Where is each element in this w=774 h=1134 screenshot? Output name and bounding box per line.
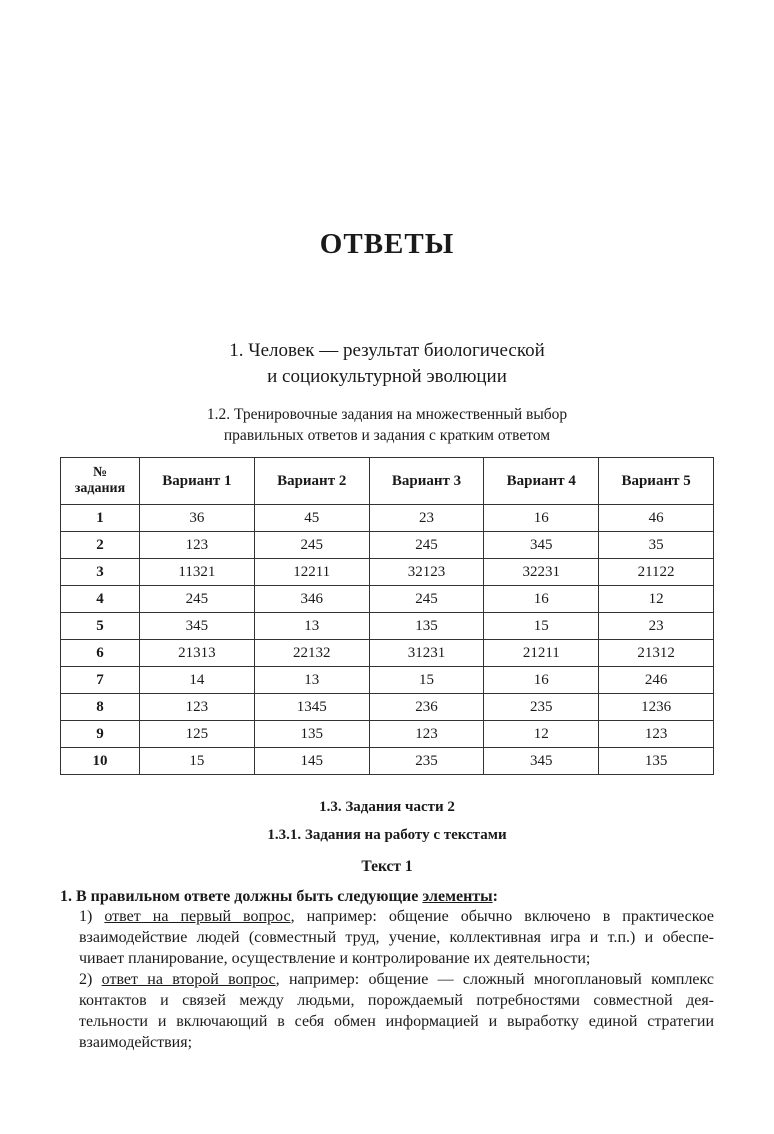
item1-line1-text: , например: общение обычно включено в практическое xyxy=(290,908,714,925)
table-row xyxy=(61,505,714,532)
answer-cell: 12211 xyxy=(254,559,369,586)
item2-line4: взаимодействия; xyxy=(79,1034,193,1051)
task-number-cell: 5 xyxy=(61,613,140,640)
answer-cell: 245 xyxy=(254,532,369,559)
answer-cell: 14 xyxy=(140,667,255,694)
answer-cell: 12 xyxy=(484,721,599,748)
header-variant-2: Вариант 2 xyxy=(254,458,369,505)
task-number-cell: 3 xyxy=(61,559,140,586)
table-row xyxy=(61,667,714,694)
item1-line3: чивает планирование, осуществление и контролирование их деятельности; xyxy=(79,950,591,967)
answer-intro-end: : xyxy=(492,888,498,905)
answer-cell: 135 xyxy=(369,613,484,640)
page-title: ОТВЕТЫ xyxy=(319,228,455,260)
table-row xyxy=(61,613,714,640)
answer-cell: 135 xyxy=(254,721,369,748)
answer-cell: 346 xyxy=(254,586,369,613)
section-heading-line2: и социокультурной эволюции xyxy=(267,366,507,387)
answer-cell: 345 xyxy=(484,532,599,559)
item1-line1 xyxy=(79,908,714,926)
answer-cell: 21211 xyxy=(484,640,599,667)
table-header-row xyxy=(61,458,714,505)
answer-cell: 345 xyxy=(484,748,599,775)
header-variant-1: Вариант 1 xyxy=(140,458,255,505)
table-row xyxy=(61,640,714,667)
task-number-cell: 10 xyxy=(61,748,140,775)
answer-cell: 345 xyxy=(140,613,255,640)
header-variant-5: Вариант 5 xyxy=(599,458,714,505)
answer-intro xyxy=(60,888,498,906)
answer-cell: 45 xyxy=(254,505,369,532)
answer-cell: 32231 xyxy=(484,559,599,586)
answer-cell: 145 xyxy=(254,748,369,775)
text-label: Текст 1 xyxy=(361,858,413,875)
item2-line1 xyxy=(79,971,714,989)
answer-cell: 123 xyxy=(140,694,255,721)
answers-table xyxy=(60,457,714,775)
answer-cell: 235 xyxy=(484,694,599,721)
table-row xyxy=(61,586,714,613)
task-number-cell: 6 xyxy=(61,640,140,667)
section-heading-line1: 1. Человек — результат биологической xyxy=(229,340,545,361)
item2-number: 2) xyxy=(79,971,102,988)
answer-cell: 125 xyxy=(140,721,255,748)
header-variant-3: Вариант 3 xyxy=(369,458,484,505)
answer-cell: 245 xyxy=(140,586,255,613)
answer-cell: 23 xyxy=(599,613,714,640)
item1-underlined: ответ на первый вопрос xyxy=(104,908,291,925)
answer-cell: 35 xyxy=(599,532,714,559)
answer-cell: 12 xyxy=(599,586,714,613)
subsection-heading-line2: правильных ответов и задания с кратким ответом xyxy=(223,427,551,444)
answer-cell: 15 xyxy=(369,667,484,694)
answer-intro-underlined: элементы xyxy=(422,888,493,905)
subsection-heading-line1: 1.2. Тренировочные задания на множественный выбор xyxy=(206,406,568,423)
table-row xyxy=(61,748,714,775)
task-number-cell: 7 xyxy=(61,667,140,694)
table-row xyxy=(61,559,714,586)
answer-cell: 21122 xyxy=(599,559,714,586)
task-number-cell: 2 xyxy=(61,532,140,559)
answer-cell: 36 xyxy=(140,505,255,532)
answer-cell: 23 xyxy=(369,505,484,532)
answer-cell: 16 xyxy=(484,667,599,694)
answer-cell: 13 xyxy=(254,667,369,694)
item2-line1-text: , например: общение — сложный многоплановый комплекс xyxy=(275,971,715,988)
answer-cell: 135 xyxy=(599,748,714,775)
task-number-cell: 9 xyxy=(61,721,140,748)
answer-cell: 15 xyxy=(140,748,255,775)
item2-line2: контактов и связей между людьми, порождаемый потребностями совместной дея- xyxy=(79,992,714,1009)
item1-line2: взаимодействие людей (совместный труд, учение, коллективная игра и т.п.) и обеспе- xyxy=(79,929,714,946)
answer-cell: 245 xyxy=(369,586,484,613)
table-row xyxy=(61,532,714,559)
answer-cell: 235 xyxy=(369,748,484,775)
answer-cell: 16 xyxy=(484,586,599,613)
item2-underlined: ответ на второй вопрос xyxy=(101,971,276,988)
answer-cell: 21313 xyxy=(140,640,255,667)
task-number-cell: 1 xyxy=(61,505,140,532)
answer-cell: 21312 xyxy=(599,640,714,667)
part2-subheading: 1.3.1. Задания на работу с текстами xyxy=(267,827,507,843)
answer-cell: 123 xyxy=(369,721,484,748)
answer-cell: 1345 xyxy=(254,694,369,721)
answer-cell: 32123 xyxy=(369,559,484,586)
answer-cell: 22132 xyxy=(254,640,369,667)
part2-heading: 1.3. Задания части 2 xyxy=(319,799,455,815)
answer-cell: 46 xyxy=(599,505,714,532)
answer-cell: 16 xyxy=(484,505,599,532)
table-row xyxy=(61,694,714,721)
header-variant-4: Вариант 4 xyxy=(484,458,599,505)
answer-cell: 31231 xyxy=(369,640,484,667)
answer-cell: 245 xyxy=(369,532,484,559)
item1-number: 1) xyxy=(79,908,105,925)
answer-cell: 123 xyxy=(599,721,714,748)
table-row xyxy=(61,721,714,748)
answer-cell: 1236 xyxy=(599,694,714,721)
item2-line3: тельности и включающий в себя обмен информацией и выработку единой стратегии xyxy=(79,1013,714,1030)
task-number-cell: 8 xyxy=(61,694,140,721)
answer-intro-text: 1. В правильном ответе должны быть следующие xyxy=(60,888,423,905)
answer-cell: 236 xyxy=(369,694,484,721)
task-number-cell: 4 xyxy=(61,586,140,613)
answer-cell: 13 xyxy=(254,613,369,640)
answer-cell: 246 xyxy=(599,667,714,694)
answer-cell: 123 xyxy=(140,532,255,559)
answer-cell: 11321 xyxy=(140,559,255,586)
answer-cell: 15 xyxy=(484,613,599,640)
header-task-number: № задания xyxy=(61,458,140,505)
